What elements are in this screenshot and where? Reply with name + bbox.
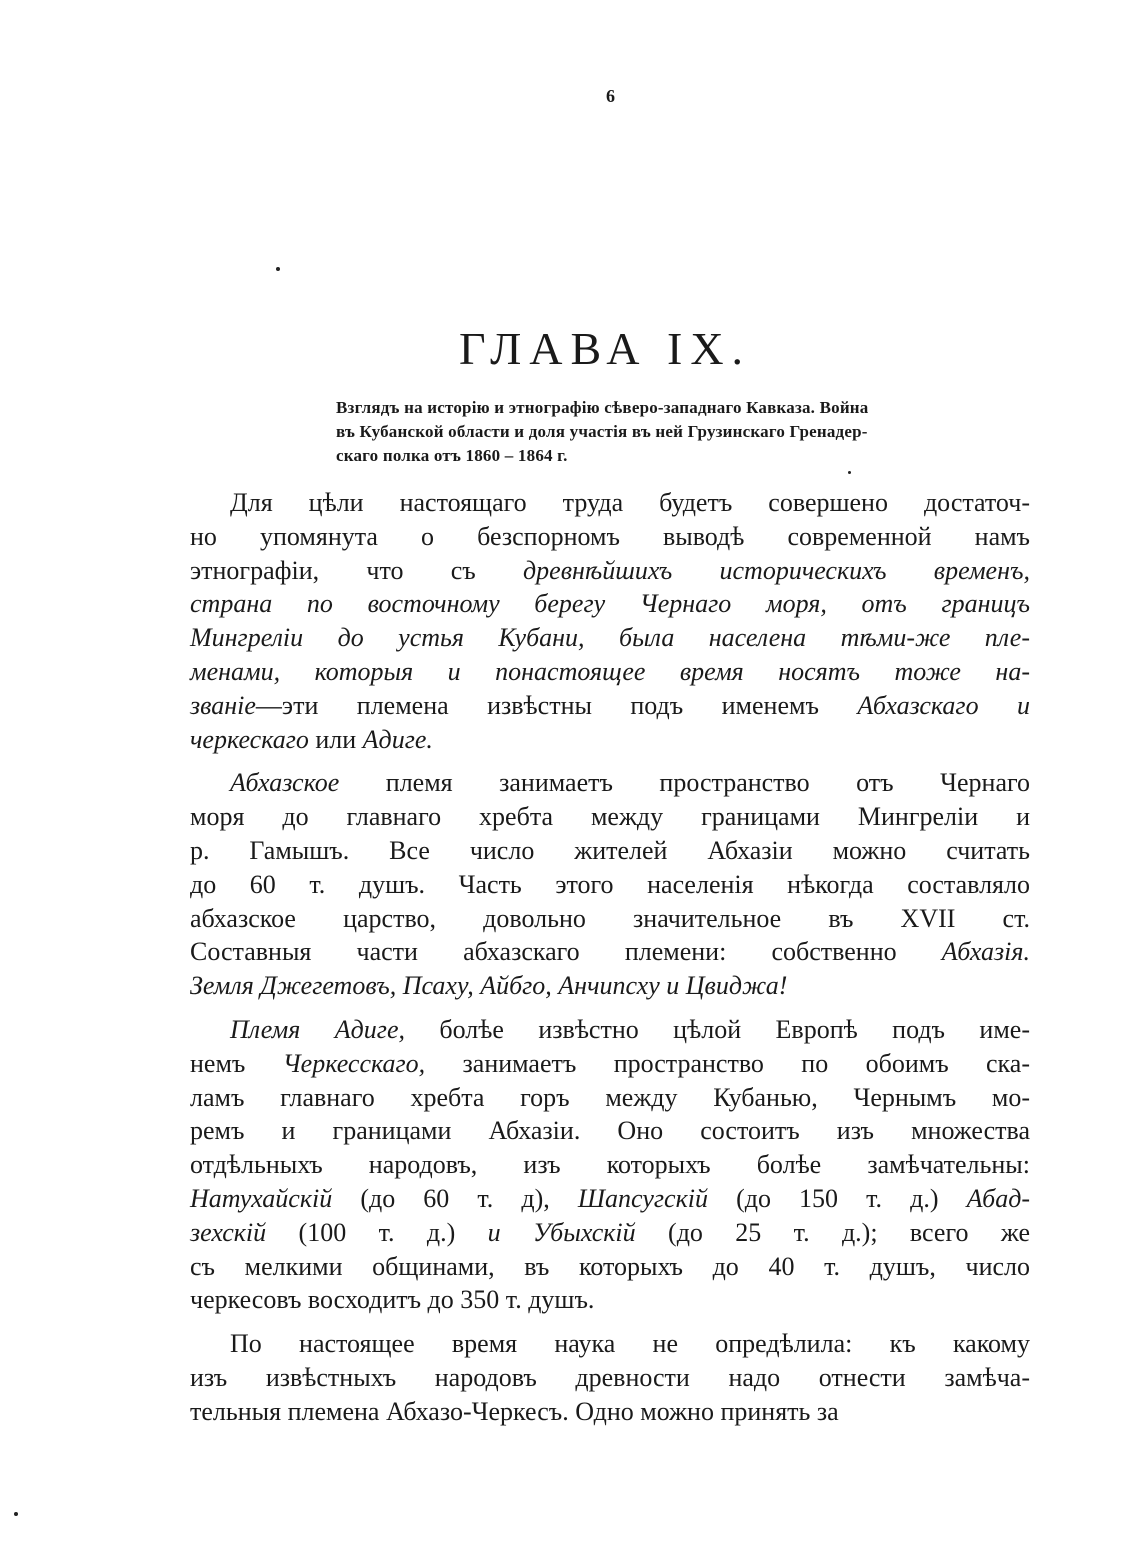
italic-text: Мингреліи до устья Кубани, была населена тѣми-же пле- [190,623,1030,653]
text-line [190,486,1030,520]
text-run: р. Гамышъ. Все число жителей Абхазіи можно считать [190,835,1030,865]
text-run: болѣе извѣстно цѣлой Европѣ подъ име- [404,1014,1030,1044]
text-line [190,1361,1030,1395]
chapter-title: ГЛАВА IX. [458,323,752,374]
text-line [190,655,1030,689]
italic-text: Абхазія. [941,937,1030,967]
text-line [190,520,1030,554]
italic-text: Черкесскаго, [282,1048,426,1078]
text-run: Составныя части абхазскаго племени: собственно [190,937,942,967]
italic-text: древнѣйшихъ историческихъ временъ, [523,555,1030,585]
text-line [190,1148,1030,1182]
text-run: ламъ главнаго хребта горъ между Кубанью, Чернымъ мо- [190,1082,1030,1112]
text-line [190,723,1030,757]
text-run: (до 150 т. д.) [707,1183,967,1213]
paragraph [190,1013,1030,1317]
italic-text: и Убыхскій [487,1217,636,1247]
text-run: или [308,724,363,754]
text-run: (до 25 т. д.); всего же [635,1217,1031,1247]
text-run: тельныя племена Абхазо-Черкесъ. Одно можно принять за [190,1396,839,1426]
text-line [190,1081,1030,1115]
paragraph [190,1327,1030,1428]
italic-text: Земля Джегетовъ, Псаху, Айбго, Анчипсху и Цвиджа! [190,971,788,1001]
text-line [190,1216,1030,1250]
page-number: 6 [606,86,615,106]
italic-text: Абхазское [230,768,340,798]
italic-text: Натухайскій [190,1183,333,1213]
text-line [190,834,1030,868]
summary-line: Взглядъ на исторію и этнографію сѣверо-западнаго Кавказа. Война [336,398,869,417]
text-line [190,1047,1030,1081]
text-run: племя занимаетъ пространство отъ Чернаго [339,768,1030,798]
text-run: черкесовъ восходитъ до 350 т. душъ. [190,1285,595,1315]
text-run: ремъ и границами Абхазіи. Оно состоитъ изъ множества [190,1116,1030,1146]
text-run: занимаетъ пространство по обоимъ ска- [425,1048,1030,1078]
chapter-summary [336,396,1030,468]
text-line [190,1283,1030,1317]
text-line [190,689,1030,723]
text-line [190,587,1030,621]
text-line [190,1250,1030,1284]
text-line [190,1327,1030,1361]
text-line [190,1395,1030,1429]
text-run: (до 60 т. д), [332,1183,578,1213]
italic-text: Абад- [966,1183,1031,1213]
text-run: (100 т. д.) [266,1217,488,1247]
text-line [190,935,1030,969]
print-speck [848,471,851,474]
text-run: моря до главнаго хребта между границами Мингреліи и [190,802,1030,832]
italic-text: страна по восточному берегу Чернаго моря, отъ границъ [190,589,1030,619]
text-run: изъ извѣстныхъ народовъ древности надо отнести замѣча- [190,1362,1030,1392]
paragraph [190,766,1030,1003]
text-line [190,868,1030,902]
text-line [190,800,1030,834]
italic-text: званіе [190,690,256,720]
text-run: отдѣльныхъ народовъ, изъ которыхъ болѣе замѣчательны: [190,1150,1030,1180]
italic-text: Абхазскаго и [857,690,1030,720]
text-line [190,766,1030,800]
text-run: но упомянута о безспорномъ выводѣ современной намъ [190,521,1030,551]
italic-text: менами, которыя и понастоящее время носятъ тоже на- [190,656,1030,686]
text-line [190,621,1030,655]
text-run: немъ [190,1048,283,1078]
print-speck [276,267,280,271]
italic-text: черкескаго [190,724,309,754]
body-text [190,486,1030,1439]
text-run: —эти племена извѣстны подъ именемъ [255,690,858,720]
text-line [190,1013,1030,1047]
text-line [190,902,1030,936]
italic-text: Шапсугскій [577,1183,708,1213]
paragraph [190,486,1030,756]
text-run: съ мелкими общинами, въ которыхъ до 40 т. душъ, число [190,1251,1030,1281]
summary-line: скаго полка отъ 1860 – 1864 г. [336,446,568,465]
text-run: этнографіи, что съ [190,555,524,585]
italic-text: зехскій [190,1217,267,1247]
italic-text: Племя Адиге, [230,1014,405,1044]
text-run: По настоящее время наука не опредѣлила: къ какому [230,1329,1030,1359]
text-line [190,1114,1030,1148]
summary-line: въ Кубанской области и доля участія въ ней Грузинскаго Гренадер- [336,422,868,441]
text-run: Для цѣли настоящаго труда будетъ совершено достаточ- [230,488,1030,517]
text-line [190,554,1030,588]
text-run: абхазское царство, довольно значительное въ XVII ст. [190,903,1030,933]
text-line [190,969,1030,1003]
italic-text: Адиге. [362,724,433,754]
text-run: до 60 т. душъ. Часть этого населенія нѣкогда составляло [190,869,1030,899]
print-speck [14,1512,18,1516]
text-line [190,1182,1030,1216]
